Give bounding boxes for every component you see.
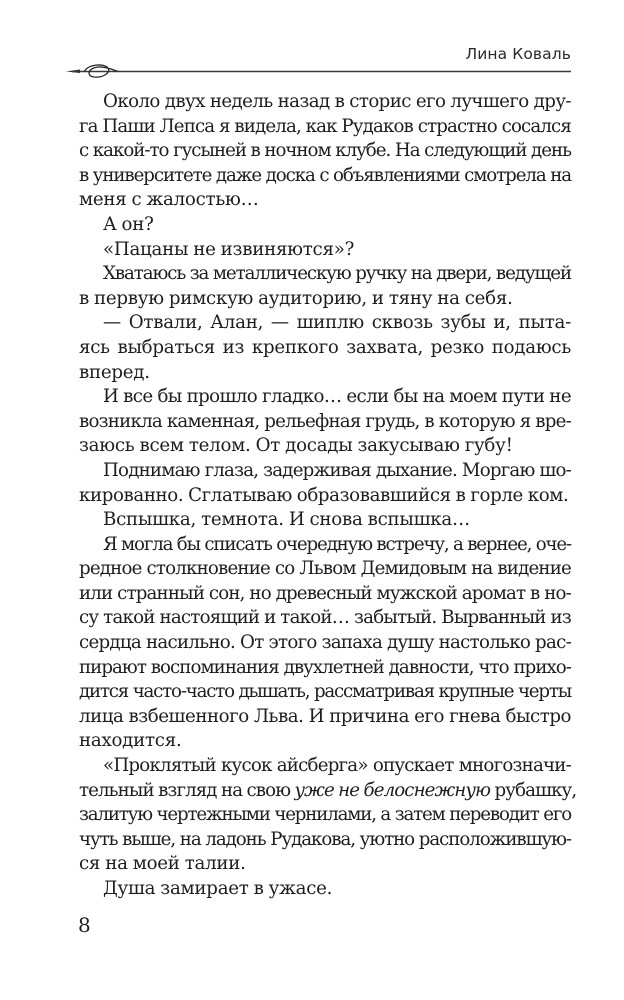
text-line: залитую чертежными чернилами, а затем переводит его	[79, 804, 571, 826]
text-line: Хватаюсь за металлическую ручку на двери, ведущей	[103, 263, 571, 285]
text-line: су такой настоящий и такой… забытый. Вырванный из	[79, 607, 571, 629]
paragraph	[79, 459, 571, 508]
paragraph	[79, 533, 571, 754]
text-line: пирают воспоминания двухлетней давности, что прихо-	[79, 656, 571, 678]
text-run: рубашку,	[490, 779, 577, 801]
text-line: заюсь всем телом. От досады закусываю губу!	[79, 435, 513, 457]
text-line: — Отвали, Алан, — шиплю сквозь зубы и, пыта-	[103, 312, 571, 334]
text-run: тельный взгляд на свою	[79, 779, 295, 801]
text-line: Поднимаю глаза, задерживая дыхание. Моргаю шо-	[103, 459, 571, 481]
text-line	[79, 779, 577, 804]
text-line: Душа замирает в ужасе.	[103, 878, 333, 899]
text-line: И все бы прошло гладко… если бы на моем пути не	[103, 386, 571, 408]
text-line: редное столкновение со Львом Демидовым на видение	[79, 558, 571, 580]
italic-emphasis: уже не белоснежную	[294, 779, 491, 801]
text-line: «Пацаны не извиняются»?	[103, 238, 355, 260]
text-line: «Проклятый кусок айсберга» опускает многозначи-	[103, 755, 571, 777]
text-line: вперед.	[79, 361, 150, 383]
text-line: ся на моей талии.	[79, 853, 246, 875]
text-line: находится.	[79, 730, 182, 752]
text-line: в университете даже доска с объявлениями смотрела на	[79, 164, 571, 186]
flourish-rule-icon	[66, 62, 571, 82]
text-line: Я могла бы списать очередную встречу, а вернее, оче-	[103, 533, 571, 555]
body-text	[79, 90, 577, 902]
text-line: га Паши Лепса я видела, как Рудаков страстно сосался	[79, 115, 571, 137]
text-line: кированно. Сглатываю образовавшийся в горле ком.	[79, 484, 569, 506]
text-line: ясь выбраться из крепкого захвата, резко подаюсь	[79, 336, 571, 358]
paragraph	[79, 90, 571, 213]
text-line: Около двух недель назад в сторис его лучшего дру-	[103, 91, 571, 112]
text-line: сердца насильно. От этого запаха душу настолько рас-	[79, 632, 571, 654]
text-line: или странный сон, но древесный мужской аромат в но-	[79, 582, 571, 604]
text-line: чуть выше, на ладонь Рудакова, уютно расположившую-	[79, 828, 571, 850]
paragraph	[79, 238, 571, 263]
text-line: возникла каменная, рельефная грудь, в которую я вре-	[79, 410, 571, 432]
paragraph	[79, 508, 571, 533]
text-line: в первую римскую аудиторию, и тяну на себя.	[79, 287, 513, 309]
text-line: с какой-то гусыней в ночном клубе. На следующий день	[79, 140, 571, 162]
author-name: Лина Коваль	[465, 45, 571, 63]
text-line: лица взбешенного Льва. И причина его гнева быстро	[79, 705, 571, 727]
paragraph	[79, 262, 571, 311]
paragraph	[79, 877, 571, 902]
text-line: меня с жалостью…	[79, 189, 259, 211]
page-number: 8	[78, 913, 91, 937]
text-line: дится часто-часто дышать, рассматривая крупные черты	[79, 681, 571, 703]
running-header	[66, 40, 571, 80]
text-line: Вспышка, темнота. И снова вспышка…	[103, 509, 470, 531]
paragraph	[79, 213, 571, 238]
paragraph	[79, 311, 571, 385]
paragraph	[79, 754, 577, 877]
text-line: А он?	[103, 213, 154, 235]
paragraph	[79, 385, 571, 459]
